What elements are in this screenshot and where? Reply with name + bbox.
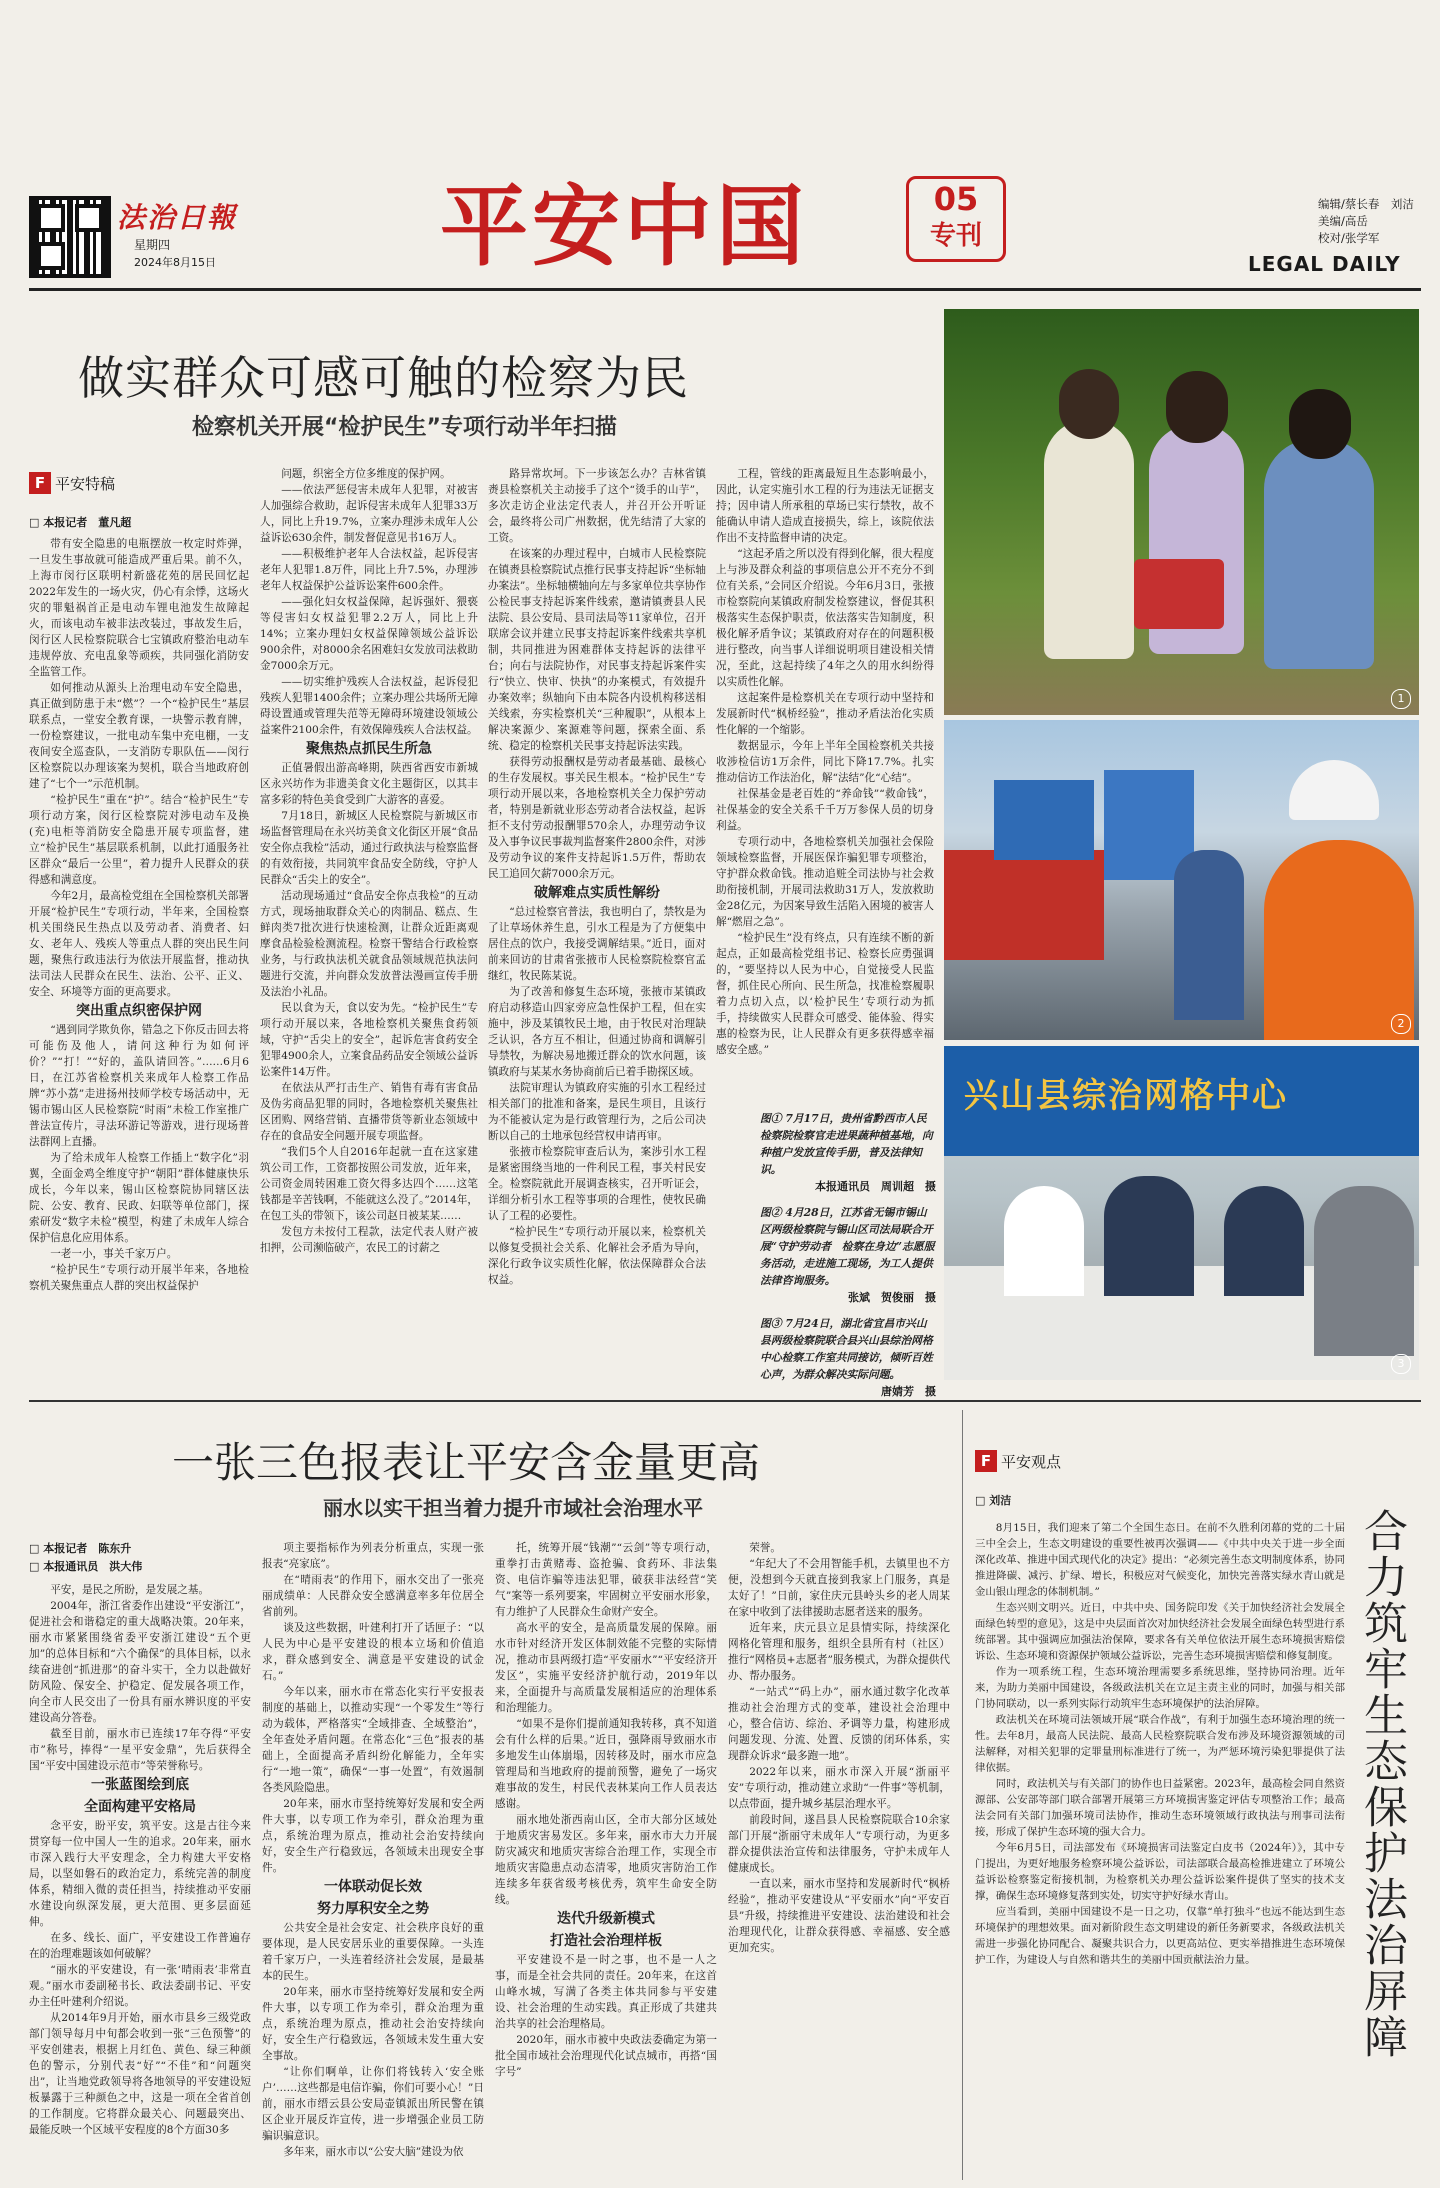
person-figure (1289, 389, 1351, 459)
paragraph: “检护民生”专项行动开展以来，检察机关以修复受损社会关系、化解社会矛盾为导向，深化行政争议实质性化解，依法保障群众合法权益。 (488, 1226, 706, 1286)
paragraph: “总过检察官普法，我也明白了，禁牧是为了让草场休养生息，引水工程是为了方便集中居住点的饮户，我接受调解结果。”近日，面对前来回访的甘肃省张掖市人民检察院检察官孟继红，牧民陈某说。 (488, 906, 706, 982)
photo-caption-3: 图③ 7月24日，湖北省宜昌市兴山县两级检察院联合县兴山县综治网格中心检察工作室共同接访，倾听百姓心声，为群众解决实际问题。 (760, 1317, 933, 1381)
paragraph: “检护民生”重在“护”。结合“检护民生”专项行动方案，闵行区检察院对涉电动车及换(充)电柜等消防安全隐患开展专项监督，建立“检护民生”基层联系机制，以此打通服务社区群众“最后一公里”，着力提升人民群众的获得感和满意度。 (29, 794, 249, 886)
paragraph: 谈及这些数据，叶建利打开了话匣子：“以人民为中心是平安建设的根本立场和价值追求，群众感到安全、满意是平安建设的试金石。” (262, 1622, 484, 1682)
paragraph: “遇到同学欺负你，错急之下你反击回去将可能伤及他人，请问这种行为如何评价？”“打！”“好的，盖队请回答。”……6月6日，在江苏省检察机关来成年人检察工作品牌“苏小荔”走进扬州技师学校专场活动中，无锡市锡山区人民检察院“时雨”未检工作室推广普法宣传片，寻法环游记等游戏，进行现场普法群网上直播。 (29, 1024, 249, 1148)
photo-credit-1: 本报通讯员 周训超 摄 (815, 1180, 936, 1193)
paragraph: “一站式”“码上办”，丽水通过数字化改革推动社会治理方式的变革，建设社会治理中心，整合信访、综治、矛调等力量，构建形成问题发现、分流、处置、反馈的闭环体系，实现群众诉求“最多跑一地”。 (728, 1686, 950, 1762)
banner-red (944, 850, 1104, 960)
paragraph: 从2014年9月开始，丽水市县乡三级党政部门领导每月中旬都会收到一张“三色预警”的平安创建表，根据上月红色、黄色、绿三种颜色的警示，分别代表“好”“不佳”和“问题突出”，让当地党政领导将各地领导的平安建设短板暴露于三种颜色之中，这是一项在全省首创的工作制度。它将群众最关心、问题最突出、最能反映一个区域平安程度的8个方面30多 (29, 2012, 251, 2136)
paragraph: 项主要指标作为列表分析重点，实现一张报表“亮家底”。 (262, 1542, 484, 1570)
subheading: 全面构建平安格局 (84, 1799, 196, 1815)
paragraph: 高水平的安全，是高质量发展的保障。丽水市针对经济开发区体制效能不完整的实际情况，推动市县两级打造“平安丽水”“平安经济开发区”，实施平安经济护航行动，2019年以来，全面提升与高质量发展相适应的治理体系和治理能力。 (495, 1622, 717, 1714)
paragraph: 在“晴雨表”的作用下，丽水交出了一张亮丽成绩单：人民群众安全感满意率多年位居全省前列。 (262, 1574, 484, 1618)
section-tag-icon: F (975, 1450, 997, 1472)
article1-column-3 (488, 466, 706, 1378)
article3-byline: □ 刘洁 (975, 1494, 1012, 1507)
paragraph: 问题，织密全方位多维度的保护网。 (281, 468, 451, 480)
section-tag-label: 平安特稿 (55, 474, 116, 493)
paragraph: 为了改善和修复生态环境，张掖市某镇政府启动移造山四家旁应急性保护工程，但在实施中，涉及某镇牧民土地，由于牧民对治理缺乏认识，各方互不相让，但通过协商和调解引导禁牧，为解决易地搬迁群众的饮水问题，该镇政府与某某水务协商前后已着手勘探区域。 (488, 986, 706, 1078)
qr-code (29, 196, 111, 278)
worker-figure (1174, 850, 1244, 1020)
paragraph: 丽水地处浙西南山区，全市大部分区域处于地质灾害易发区。多年来，丽水市大力开展防灾减灾和地质灾害综合治理工作，实现全市地质灾害隐患点动态清零，地质灾害防治工作连续多年获省级考核优秀，筑牢生命安全防线。 (495, 1814, 717, 1906)
paragraph: “如果不是你们提前通知我转移，真不知道会有什么样的后果。”近日，强降雨导致丽水市多地发生山体崩塌，因转移及时，丽水市应急管理局和当地政府的提前预警，避免了一场灾难事故的发生，村民代表林某向工作人员表达感谢。 (495, 1718, 717, 1810)
paragraph: “丽水的平安建设，有一张‘晴雨表’非常直观。”丽水市委副秘书长、政法委副书记、平安办主任叶建利介绍说。 (29, 1964, 251, 2008)
subheading: 聚焦热点抓民生所急 (306, 741, 432, 757)
paragraph: 20年来，丽水市坚持统筹好发展和安全两件大事，以专项工作为牵引，群众治理为重点，系统治理为原点，推动社会治安持续向好，安全生产行稳致远，各领域未出现安全事件。 (262, 1798, 484, 1874)
paragraph: 法院审理认为镇政府实施的引水工程经过相关部门的批准和备案，是民生项目，且该行为不能被认定为是行政管理行为，之后公司决断以自己的土地承包经营权申请再审。 (488, 1082, 706, 1142)
subheading: 努力厚积安全之势 (317, 1901, 429, 1917)
article3-body (975, 1520, 1345, 2176)
paragraph: 今年2月，最高检党组在全国检察机关部署开展“检护民生”专项行动，半年来，全国检察机关围绕民生热点以及劳动者、消费者、妇女、老年人、残疾人等重点人群的突出民生问题，聚焦行政违法行为依法开展监督，推动执法司法人民群众在民生、法治、公平、正义、安全、环境等方面的更高要求。 (29, 890, 249, 998)
paragraph: 一老一小，事关千家万户。 (50, 1248, 178, 1260)
person-figure (1044, 419, 1134, 659)
editor-credits (1318, 196, 1414, 247)
paragraph: ——切实维护残疾人合法权益，起诉侵犯残疾人犯罪1400余件；立案办理公共场所无障碍设置通或管理失范等无障碍环境建设领域公益案件2100余件，有效保障残疾人合法权益。 (260, 676, 478, 736)
article1-column-4 (716, 466, 934, 1166)
paragraph: 带有安全隐患的电瓶摆放一枚定时炸弹，一旦发生事故就可能造成严重后果。前不久，上海市闵行区联明村新盛花苑的居民回忆起2022年发生的一场火灾，仍心有余悸，这场火灾的罪魁祸首正是电动车锂电池发生故障起火，而该电动车被非法改装过，事故发生后，闵行区人民检察院联合七宝镇政府整治电动车违规停放、充电乱象等顽疾，共同强化消防安全监管工作。 (29, 538, 249, 678)
english-name: LEGAL DAILY (1248, 252, 1401, 276)
person-figure (1264, 439, 1374, 669)
paragraph: 前段时间，遂昌县人民检察院联合10余家部门开展“浙丽守未成年人”专项行动，为更多群众提供法治宣传和法律服务，守护未成年人健康成长。 (728, 1814, 950, 1874)
photo-credit-2: 张斌 贺俊丽 摄 (848, 1291, 936, 1304)
paragraph: 念平安，盼平安，筑平安。这是古往今来贯穿每一位中国人一生的追求。20年来，丽水市深入践行大平安理念，全力构建大平安格局，以坚如磐石的政治定力，系统完善的制度体系，精细入微的责任担当，持续推动平安丽水建设向纵深发展，更大范围、更多层面延伸。 (29, 1820, 251, 1928)
paper-name-logo: 法治日報 (117, 201, 238, 234)
paragraph: 平安，是民之所盼，是发展之基。 (50, 1584, 210, 1596)
paragraph: 今年6月5日，司法部发布《环境损害司法鉴定白皮书（2024年）》，其中专门提出，为更好地服务检察环境公益诉讼，司法部联合最高检推进建立了环境公益诉讼检察鉴定衔接机制，为检察机关办理公益诉讼案件提供了坚实的技术支撑，确保生态环境修复落到实处，切实守护好绿水青山。 (975, 1842, 1345, 1902)
subheading: 一张蓝图绘到底 (91, 1777, 189, 1793)
masthead-rule (29, 288, 1421, 291)
paragraph: 为了给未成年人检察工作插上“数字化”羽翼，全面金鸡全维度守护“朝阳”群体健康快乐成长，今年以来，锡山区检察院协同辖区法院、公安、教育、民政、妇联等单位部门，探索研发“数字未检”模型，构建了未成年人综合保护信息化应用体系。 (29, 1152, 249, 1244)
paragraph: 获得劳动报酬权是劳动者最基础、最核心的生存发展权。事关民生根本。“检护民生”专项行动开展以来，各地检察机关全力保护劳动者，特别是新就业形态劳动者合法权益，起诉拒不支付劳动报酬罪570余人，办理劳动争议及入事争议民事裁判监督案件2800余件，对涉及劳动争议的案件支持起诉1.5万件，帮助农民工追回欠薪7000余万元。 (488, 756, 706, 880)
article2-column-1 (29, 1582, 251, 2174)
section-tag-label: 平安观点 (1001, 1452, 1062, 1471)
article1-column-1 (29, 536, 249, 1378)
paragraph: 这起案件是检察机关在专项行动中坚持和发展新时代“枫桥经验”，推动矛盾法治化实质性化解的一个缩影。 (716, 692, 934, 736)
paragraph: “检护民生”专项行动开展半年来，各地检察机关聚焦重点人群的突出权益保护 (29, 1264, 249, 1292)
subheading: 破解难点实质性解纷 (534, 885, 660, 901)
paragraph: 20年来，丽水市坚持统筹好发展和安全两件大事，以专项工作为牵引，群众治理为重点，系统治理为原点，推动社会治安持续向好，安全生产行稳致远，各领域未发生重大安全事故。 (262, 1986, 484, 2062)
article2-subheadline: 丽水以实干担当着力提升市域社会治理水平 (323, 1496, 703, 1520)
person-figure (1059, 369, 1119, 439)
paragraph: 2022年以来，丽水市深入开展“浙丽平安”专项行动，推动建立求助“一件事”等机制，以点带面，提升城乡基层治理水平。 (728, 1766, 950, 1810)
subheading: 迭代升级新模式 (557, 1911, 655, 1927)
paragraph: ——积极维护老年人合法权益，起诉侵害老年人犯罪1.8万件，同比上升7.5%，办理涉老年人权益保护公益诉讼案件600余件。 (260, 548, 478, 592)
paragraph: 今年以来，丽水市在常态化实行平安报表制度的基础上，以推动实现“一个零发生”等行动为载体，严格落实“全域排查、全域整治”，全年查处矛盾问题。在常态化“三色”报表的基础上，全面提高矛盾纠纷化解能力，全年实行“一地一策”，确保“一事一处置”，有效遏制各类风险隐患。 (262, 1686, 484, 1794)
paragraph: 在该案的办理过程中，白城市人民检察院在镇赉县检察院试点推行民事支持起诉“坐标轴办案法”。坐标轴横轴向左与多家单位共享协作公检民事支持起诉案件线索，邀请镇赉县人民法院、县公安局、县司法局等11家单位，召开联席会议并建立民事支持起诉案件线索共享机制，共同推进为困难群体支持起诉的法律平台；向右与法院协作，对民事支持起诉案件实行“快立、快审、快执”的办案模式，有效提升办案效率；纵轴向下由本院各内设机构移送相关线索，夯实检察机关“三种履职”，从根本上解决案源少、案源难等问题，探索全面、系统、稳定的检察机关民事支持起诉法实践。 (488, 548, 706, 752)
paragraph: 在依法从严打击生产、销售有毒有害食品及伪劣商品犯罪的同时，各地检察机关聚焦社区团购、网络营销、直播带货等新业态领域中存在的食品安全问题开展专项监督。 (260, 1082, 478, 1142)
paragraph: 2004年，浙江省委作出建设“平安浙江”，促进社会和谐稳定的重大战略决策。20年来，丽水市紧紧围绕省委平安浙江建设“五个更加”的总体目标和“六个确保”的具体目标，以永续奋进创“抓进那”的奋斗实干，全力以赴做好防风险、保安全、护稳定、促发展各项工作，向全市人民交出了一份具有丽水辨识度的平安建设高分答卷。 (29, 1600, 251, 1724)
paragraph: “让你们啊单，让你们将钱转入‘安全账户’……这些都是电信诈骗，你们可要小心！”日前，丽水市缙云县公安局壶镇派出所民警在镇区企业开展反诈宣传，进一步增强企业员工防骗识骗意识。 (262, 2066, 484, 2142)
photo-caption-1: 图① 7月17日，贵州省黔西市人民检察院检察官走进果蔬种植基地，向种植户发放宣传手册，普及法律知识。 (760, 1112, 933, 1176)
person-figure (1314, 1186, 1414, 1356)
paragraph: 专项行动中，各地检察机关加强社会保险领域检察监督，开展医保诈骗犯罪专项整治，守护群众救命钱。推动追赃全司法协与社会救助衔接机制，开展司法救助31万人，发放救助金28亿元，为因案导致生活陷入困境的被害人解“燃眉之急”。 (716, 836, 934, 928)
photo-3 (944, 1046, 1419, 1380)
paragraph: 8月15日，我们迎来了第二个全国生态日。在前不久胜利闭幕的党的二十届三中全会上，生态文明建设的重要性被再次强调——《中共中央关于进一步全面深化改革、推进中国式现代化的决定》提出：“必须完善生态文明制度体系，协同推进降碳、减污、扩绿、增长，积极应对气候变化，加快完善落实绿水青山就是金山银山理念的体制机制。” (975, 1522, 1345, 1598)
article2-column-2 (262, 1540, 484, 2174)
paragraph: 托，统筹开展“钱潮”“云剑”等专项行动，重拳打击黄赌毒、盗抢骗、食药环、非法集资、电信诈骗等违法犯罪，破获非法经营“笑气”案等一系列要案，牢固树立平安丽水形象，有力维护了人民群众生命财产安全。 (495, 1542, 717, 1618)
article2-byline-2: □ 本报通讯员 洪大伟 (29, 1560, 143, 1573)
paragraph: 发包方未按付工程款，法定代表人财产被扣押，公司濒临破产，农民工的讨薪之 (260, 1226, 478, 1254)
article3-section-tag (975, 1450, 1061, 1472)
subheading: 一体联动促长效 (324, 1879, 422, 1895)
fruit-basket (1134, 559, 1224, 629)
person-figure (1004, 1186, 1084, 1296)
photo-credit-3: 唐婧芳 摄 (881, 1385, 936, 1398)
subheading: 打造社会治理样板 (550, 1933, 662, 1949)
paragraph: 正值暑假出游高峰期，陕西省西安市新城区永兴坊作为非遗美食文化主题街区，以其丰富多彩的特色美食受到广大游客的喜爱。 (260, 762, 478, 806)
article1-headline: 做实群众可感可触的检察为民 (78, 351, 689, 405)
paragraph: 工程，管线的距离最短且生态影响最小，因此，认定实施引水工程的行为违法无证据支持；因申请人所承租的草场已实行禁牧，故不能确认申请人造成直接损失，综上，该院依法作出不支持监督申请的决定。 (716, 468, 934, 544)
paragraph: 截至目前，丽水市已连续17年夺得“平安市”称号，捧得“一星平安金鼎”，先后获得全国“平安中国建设示范市”等荣誉称号。 (29, 1728, 251, 1772)
paragraph: 张掖市检察院审查后认为，案涉引水工程是紧密围绕当地的一件利民工程，事关村民安全。检察院就此开展调查核实，召开听证会，详细分析引水工程等事项的合理性，使牧民确认了工程的必要性。 (488, 1146, 706, 1222)
hard-hat (1289, 760, 1379, 820)
article2-column-4 (728, 1540, 950, 2174)
paragraph: ——强化妇女权益保障，起诉强奸、猥亵等侵害妇女权益犯罪2.2万人，同比上升14%；立案办理妇女权益保障领域公益诉讼900余件，对8000余名困难妇女发放司法救助金7000余万元。 (260, 596, 478, 672)
photo-1 (944, 309, 1419, 715)
photo-number-1: 1 (1391, 689, 1411, 709)
paragraph: 如何推动从源头上治理电动车安全隐患，真正做到防患于未“燃”？一个“检护民生”基层联系点，一堂安全教育课，一块警示教育牌，一份检察建议，一批电动车集中充电棚，一支夜间安全巡查队，一支消防专职队伍——闵行区检察院以办理该案为契机，联合当地政府创建了“七个一”示范机制。 (29, 682, 249, 790)
paragraph: 政法机关在环境司法领域开展“联合作战”，有利于加强生态环境治理的统一性。去年8月，最高人民法院、最高人民检察院联合发布涉及环境资源领域的司法解释，对相关犯罪的定罪量刑标准进行了统一，为严惩环境污染犯罪提供了法律依据。 (975, 1714, 1345, 1774)
article2-byline-1: □ 本报记者 陈东升 (29, 1542, 132, 1555)
paragraph: “检护民生”没有终点，只有连续不断的新起点，正如最高检党组书记、检察长应勇强调的，“要坚持以人民为中心，自觉接受人民监督，抓住民心所向、民生所急，找准检察履职着力点切入点，以‘检护民生’专项行动为抓手，持续做实人民群众可感受、能体验、得实惠的检察为民，让人民群众有更多获得感幸福感安全感。” (716, 932, 934, 1056)
photo-captions (760, 1110, 936, 1399)
paragraph: 社保基金是老百姓的“养命钱”“救命钱”，社保基金的安全关系千千万万参保人员的切身利益。 (716, 788, 934, 832)
article1-section-tag (29, 472, 115, 494)
section-divider (29, 1400, 1421, 1402)
display-board (994, 780, 1094, 860)
section-title: 平安中国 (440, 175, 809, 278)
worker-figure (1264, 840, 1414, 1040)
article1-column-2 (260, 466, 478, 1378)
paragraph: 路异常坎坷。下一步该怎么办？吉林省镇赉县检察机关主动接手了这个“烫手的山芋”，多次走访企业法定代表人，并召开公开听证会，最终将公司广州数据，优先结清了大家的工资。 (488, 468, 706, 544)
photo-2 (944, 720, 1419, 1040)
masthead-date: 2024年8月15日 (134, 256, 216, 269)
article3-headline: 合力筑牢生态保护法治屏障 (1356, 1508, 1407, 2060)
paragraph: 一直以来，丽水市坚持和发展新时代“枫桥经验”，推动平安建设从“平安丽水”向“平安百县”升级，持续推进平安建设、法治建设和社会治理现代化，让群众获得感、幸福感、安全感更加充实。 (728, 1878, 950, 1954)
paragraph: 7月18日，新城区人民检察院与新城区市场监督管理局在永兴坊美食文化街区开展“食品安全你点我检”活动，通过行政执法与检察监督的有效衔接，共同筑牢食品安全防线，守护人民群众“舌尖上的安全”。 (260, 810, 478, 886)
article2-headline: 一张三色报表让平安含金量更高 (172, 1438, 761, 1487)
paragraph: 活动现场通过“食品安全你点我检”的互动方式，现场抽取群众关心的肉制品、糕点、生鲜肉类7批次进行快速检测，让群众近距离观摩食品检验检测流程。检察干警结合行政检察业务，与行政执法机关就食品领域规范执法问题进行交流，并向群众发放普法漫画宣传手册及法治小礼品。 (260, 890, 478, 998)
paragraph: 荣誉。 (749, 1542, 781, 1554)
paragraph: 民以食为天，食以安为先。“检护民生”专项行动开展以来，各地检察机关聚焦食药领域，守护“舌尖上的安全”，起诉危害食药安全犯罪4900余人，立案食品药品安全领域公益诉讼案件14万件。 (260, 1002, 478, 1078)
person-figure (1224, 1186, 1304, 1296)
column-divider (962, 1410, 963, 2180)
paragraph: ——依法严惩侵害未成年人犯罪，对被害人加强综合救助，起诉侵害未成年人犯罪33万人，同比上升19.7%，立案办理涉未成年人公益诉讼630余件，制发督促意见书16万人。 (260, 484, 478, 544)
photo-banner-text: 兴山县综治网格中心 (964, 1076, 1288, 1116)
paragraph: 数据显示，今年上半年全国检察机关共接收涉检信访1万余件，同比下降17.7%。扎实推动信访工作法治化，解“法结”化“心结”。 (716, 740, 934, 784)
masthead-weekday: 星期四 (134, 238, 171, 252)
paragraph: 多年来，丽水市以“公安大脑”建设为依 (283, 2146, 464, 2158)
paragraph: 公共安全是社会安定、社会秩序良好的重要体现，是人民安居乐业的重要保障。一头连着千家万户，一头连着经济社会发展，是最基本的民生。 (262, 1922, 484, 1982)
paragraph: “我们5个人自2016年起就一直在这家建筑公司工作，工资都按照公司发放，近年来，公司资金周转困难工资欠得多达四个……这笔钱都是辛苦钱啊，不能就这么没了。”2014年，在包工头的带领下，该公司赵日被某某…… (260, 1146, 478, 1222)
person-figure (1166, 371, 1228, 443)
article1-byline: □ 本报记者 董凡超 (29, 516, 132, 529)
photo-caption-2: 图② 4月28日，江苏省无锡市锡山区两级检察院与锡山区司法局联合开展“守护劳动者 检察在身边”志愿服务活动，走进施工现场，为工人提供法律咨询服务。 (760, 1206, 935, 1287)
editor-line: 编辑/蔡长春 刘洁 (1318, 197, 1414, 211)
subheading: 突出重点织密保护网 (76, 1003, 202, 1019)
page-number: 05 (933, 180, 979, 218)
paragraph: 在多、线长、面广，平安建设工作普遍存在的治理难题该如何破解？ (29, 1932, 251, 1960)
paragraph: 近年来，庆元县立足县情实际，持续深化网格化管理和服务，组织全县所有村（社区）推行“网格员+志愿者”服务模式，为群众提供代办、帮办服务。 (728, 1622, 950, 1682)
article2-column-3 (495, 1540, 717, 2174)
proofreader-line: 校对/张学军 (1318, 231, 1380, 245)
article1-subheadline: 检察机关开展“检护民生”专项行动半年扫描 (192, 415, 617, 440)
paragraph: 应当看到，美丽中国建设不是一日之功，仅靠“单打独斗”也远不能达到生态环境保护的理想效果。面对新阶段生态文明建设的新任务新要求，各级政法机关需进一步强化协同配合、凝聚共识合力，以更高站位、更实举措推进生态环境保护工作，为建设人与自然和谐共生的美丽中国贡献法治力量。 (975, 1906, 1345, 1966)
paragraph: 平安建设不是一时之事，也不是一人之事，而是全社会共同的责任。20年来，在这首山峰水城，写满了各类主体共同参与平安建设、社会治理的生动实践。真正形成了共建共治共享的社会治理格局。 (495, 1954, 717, 2030)
page-number-box (906, 176, 1006, 262)
photo-number-2: 2 (1391, 1014, 1411, 1034)
person-figure (1104, 1176, 1194, 1296)
paragraph: “年纪大了不会用智能手机，去镇里也不方便，没想到今天就直接到我家上门服务，真是太好了！”日前，家住庆元县岭头乡的老人周某在家中收到了法律援助志愿者送来的服务。 (728, 1558, 950, 1618)
designer-line: 美编/高岳 (1318, 214, 1368, 228)
paragraph: 作为一项系统工程，生态环境治理需要多系统思维，坚持协同治理。近年来，为助力美丽中国建设，各级政法机关在立足主责主业的同时，加强与相关部门协同联动，以一系列实际行动筑牢生态环境保护的法治屏障。 (975, 1666, 1345, 1710)
paragraph: 生态兴则文明兴。近日，中共中央、国务院印发《关于加快经济社会发展全面绿色转型的意见》，这是中央层面首次对加快经济社会发展全面绿色转型进行系统部署。其中强调应加强法治保障，要求各有关单位依法开展生态环境损害赔偿诉讼、生态环境和资源保护领域公益诉讼，完善生态环境损害赔偿和修复制度。 (975, 1602, 1345, 1662)
paragraph: 2020年，丽水市被中央政法委确定为第一批全国市域社会治理现代化试点城市，再搭“国字号” (495, 2034, 717, 2078)
photo-number-3: 3 (1391, 1354, 1411, 1374)
paragraph: “这起矛盾之所以没有得到化解，很大程度上与涉及群众利益的事项信息公开不充分不到位有关系，”会同区介绍说。今年6月3日，张掖市检察院向某镇政府制发检察建议，督促其积极落实生态保护职责，依法落实告知制度，积极化解矛盾争议；某镇政府对存在的问题积极进行整改，向当事人详细说明项目建设相关情况，至此，这起持续了4年之久的用水纠纷得以实质性化解。 (716, 548, 934, 688)
paragraph: 同时，政法机关与有关部门的协作也日益紧密。2023年，最高检会同自然资源部、公安部等部门联合部署开展第三方环境损害鉴定评估专项整治工作；最高法会同有关部门加强环境司法协作，推动生态环境领域行政执法与刑事司法衔接，形成了保护生态环境的强大合力。 (975, 1778, 1345, 1838)
section-tag-icon: F (29, 472, 51, 494)
page-type: 专刊 (929, 221, 982, 251)
